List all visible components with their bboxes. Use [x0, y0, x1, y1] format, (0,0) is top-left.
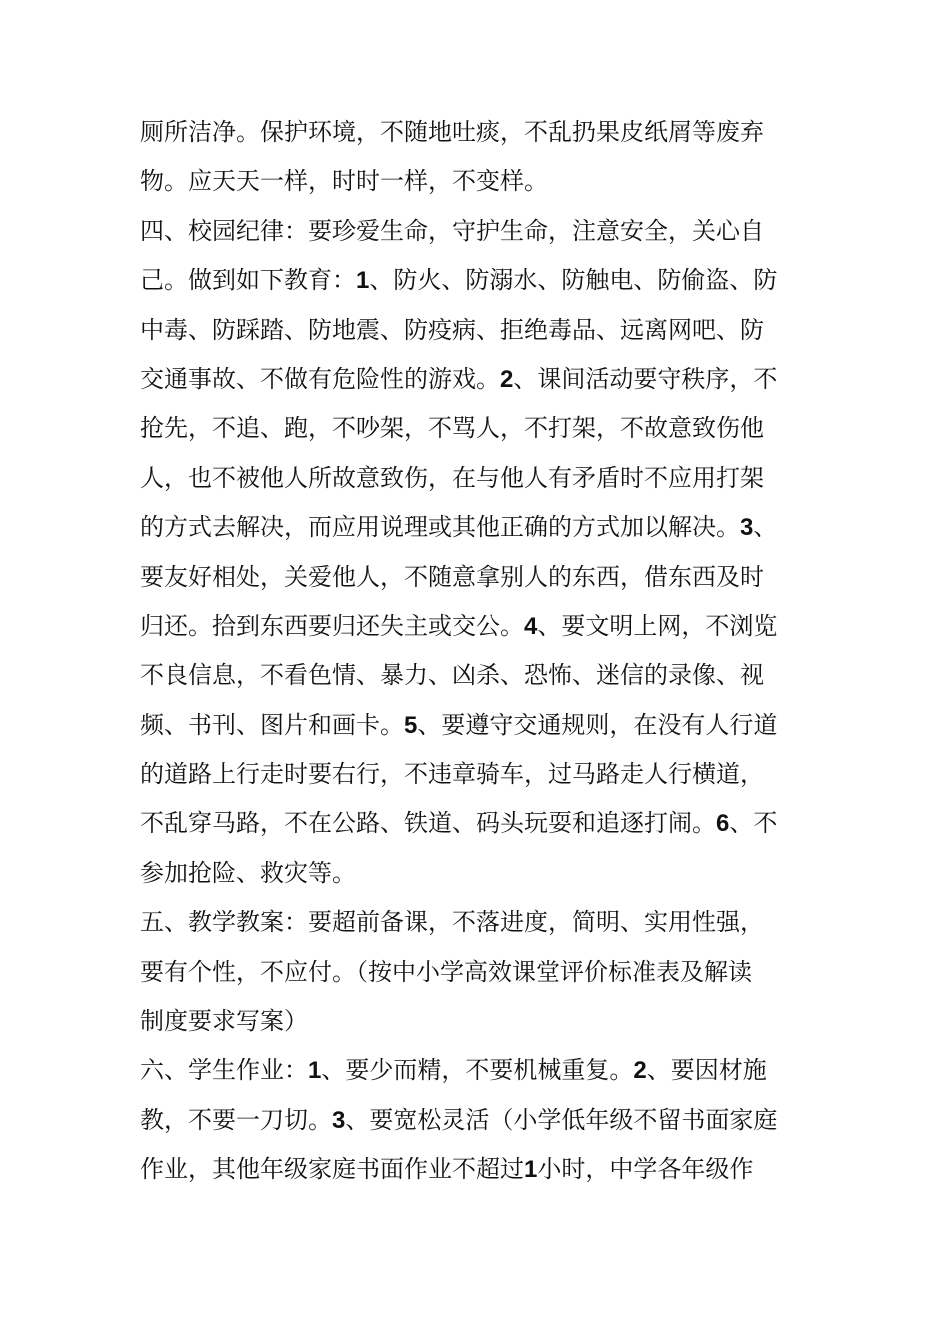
list-number: 3 [332, 1106, 346, 1134]
text-line [140, 306, 830, 355]
list-number: 1 [356, 267, 370, 295]
text-segment: 、防火、防溺水、防触电、防偷盗、防 [369, 266, 778, 295]
list-number: 3 [740, 514, 754, 542]
text-segment: 厕所洁净。保护环境，不随地吐痰，不乱扔果皮纸屑等废弃 [140, 118, 764, 146]
text-segment: 参加抢险、救灾等。 [140, 858, 356, 887]
text-segment: 交通事故、不做有危险性的游戏。 [140, 364, 500, 393]
text-segment: 要友好相处，关爱他人，不随意拿别人的东西，借东西及时 [140, 562, 764, 591]
text-segment: 、课间活动要守秩序，不 [513, 364, 778, 393]
text-segment: 小时，中学各年级作 [537, 1155, 754, 1184]
text-line [140, 207, 830, 256]
text-segment: 频、书刊、图片和画卡。 [140, 710, 404, 739]
document-body-text [140, 108, 830, 1195]
text-segment: 要有个性，不应付。（按中小学高效课堂评价标准表及解读 [140, 957, 752, 986]
text-line [140, 849, 830, 898]
text-line [140, 503, 830, 552]
text-segment: 、要宽松灵活（小学低年级不留书面家庭 [345, 1105, 778, 1134]
text-segment: 不良信息，不看色情、暴力、凶杀、恐怖、迷信的录像、视 [140, 661, 764, 690]
list-number: 2 [500, 365, 514, 393]
text-line [140, 355, 830, 404]
text-segment: 的道路上行走时要右行，不违章骑车，过马路走人行横道， [140, 760, 764, 789]
text-line [140, 701, 830, 750]
text-segment: 五、教学教案：要超前备课，不落进度，简明、实用性强， [140, 908, 764, 937]
text-line [140, 750, 830, 799]
text-segment: 四、校园纪律：要珍爱生命，守护生命，注意安全，关心自 [140, 216, 764, 245]
text-segment: 的方式去解决，而应用说理或其他正确的方式加以解决。 [140, 513, 740, 542]
text-line [140, 997, 830, 1046]
text-segment: 、要文明上网，不浏览 [537, 611, 778, 640]
text-segment: 己。做到如下教育： [140, 266, 356, 295]
text-line [140, 256, 830, 305]
list-number: 6 [716, 810, 730, 838]
text-segment: 作业，其他年级家庭书面作业不超过 [140, 1155, 524, 1184]
text-segment: 抢先，不追、跑，不吵架，不骂人，不打架，不故意致伤他 [140, 414, 764, 443]
text-segment: 教，不要一刀切。 [140, 1105, 332, 1134]
text-line [140, 1096, 830, 1145]
text-segment: 制度要求写案） [140, 1007, 308, 1036]
text-segment: 归还。拾到东西要归还失主或交公。 [140, 611, 524, 640]
text-line [140, 454, 830, 503]
text-line [140, 1145, 830, 1194]
text-line [140, 602, 830, 651]
text-line [140, 799, 830, 848]
text-line [140, 1046, 830, 1095]
list-number: 2 [633, 1057, 647, 1085]
text-segment: 、要遵守交通规则，在没有人行道 [417, 710, 778, 739]
text-segment: 、 [753, 513, 778, 542]
text-line [140, 651, 830, 700]
list-number: 4 [524, 612, 538, 640]
list-number: 1 [308, 1057, 322, 1085]
text-line [140, 157, 830, 206]
text-line [140, 553, 830, 602]
text-line [140, 404, 830, 453]
list-number: 1 [524, 1156, 538, 1184]
list-number: 5 [404, 711, 418, 739]
text-segment: 、不 [729, 809, 778, 838]
text-segment: 、要因材施 [646, 1056, 767, 1085]
text-line [140, 898, 830, 947]
text-segment: 物。应天天一样，时时一样，不变样。 [140, 167, 548, 196]
text-segment: 不乱穿马路，不在公路、铁道、码头玩耍和追逐打闹。 [140, 809, 716, 838]
text-segment: 六、学生作业： [140, 1056, 308, 1085]
text-line [140, 948, 830, 997]
text-line [140, 108, 830, 157]
text-segment: 中毒、防踩踏、防地震、防疫病、拒绝毒品、远离网吧、防 [140, 315, 764, 344]
text-segment: 人，也不被他人所故意致伤，在与他人有矛盾时不应用打架 [140, 463, 764, 492]
text-segment: 、要少而精，不要机械重复。 [321, 1056, 634, 1085]
